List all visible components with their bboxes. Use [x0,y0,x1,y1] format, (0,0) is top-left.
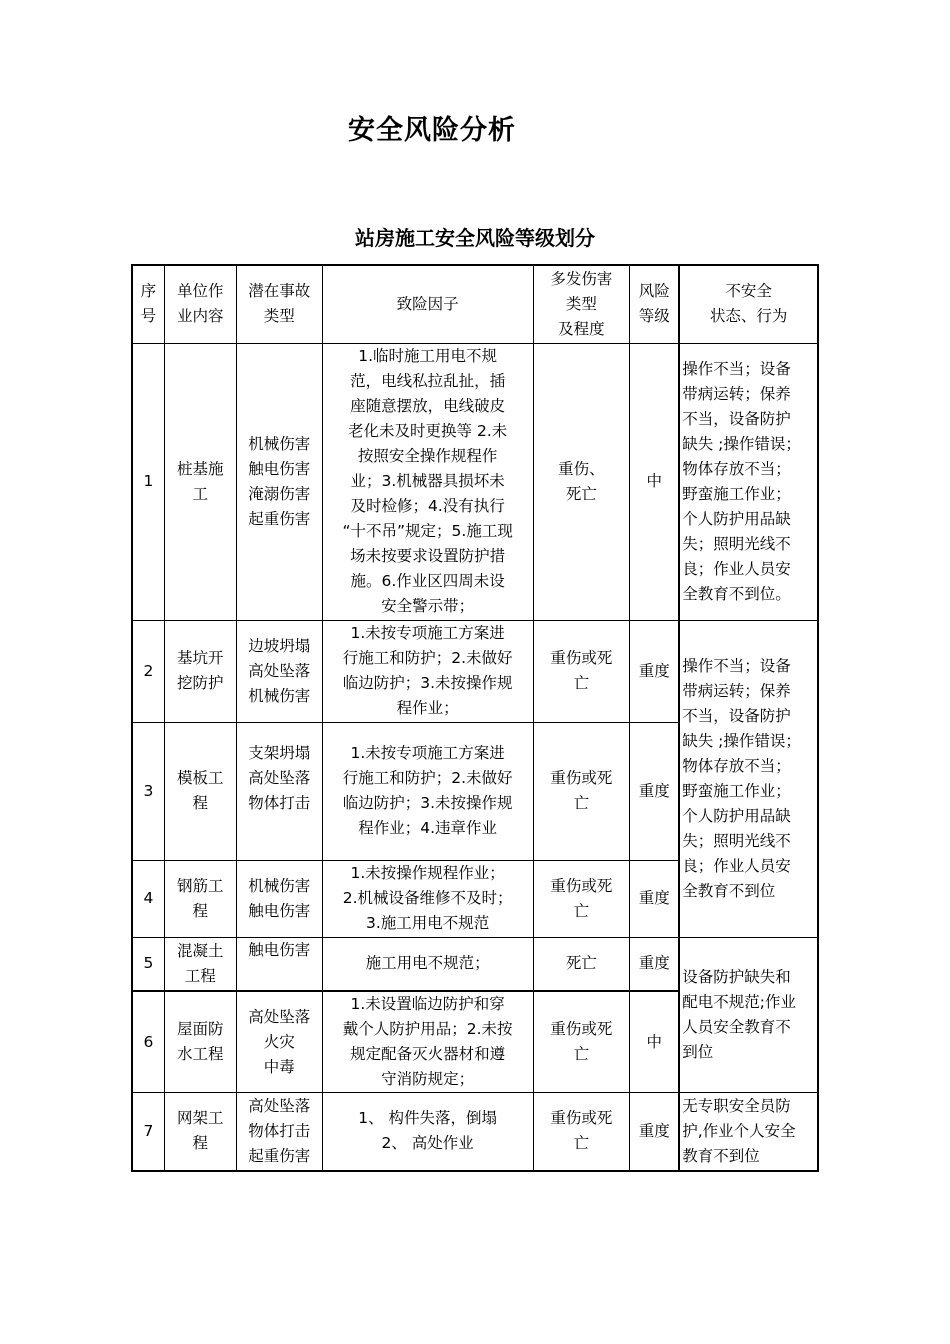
cell-line: 亡 [573,901,590,920]
cell-line: 不安全 [725,282,772,301]
cell-line: 支架坍塌 [248,743,311,762]
cell-line: 边坡坍塌 [248,636,311,655]
cell-line: 不当，设备防护 [682,409,791,428]
cell-line: 工程 [184,966,216,985]
cell-line: 触电伤害 [248,940,311,959]
cell-line: 起重伤害 [248,509,311,528]
cell-line: 亡 [573,674,590,692]
unsafe-cell [679,937,818,1093]
header-cause: 致险因子 [322,265,533,343]
cell-line: 淹溺伤害 [248,484,311,503]
cell-line: “十不吊”规定；5.施工现 [342,522,513,540]
cell-line: 良；作业人员安 [682,856,791,875]
cell-line: 规定配备灭火器材和遵 [350,1045,506,1063]
accident-cell [236,722,322,860]
cell-line: 施工用电不规范； [365,954,490,973]
seq-cell: 4 [132,860,164,937]
cell-line: 类型 [565,294,597,313]
cell-line: 亡 [573,1134,590,1153]
header-unsafe [679,265,818,343]
unsafe-cell [679,1093,818,1171]
cell-line: 失；照明光线不 [682,831,791,850]
cell-line: 亡 [573,1045,590,1063]
cause-cell [322,1093,533,1171]
cell-line: 水工程 [177,1045,224,1063]
cell-line: 机械伤害 [248,686,311,705]
cell-line: 状态、行为 [709,307,788,326]
cell-line: 桩基施 [177,459,224,478]
cell-line: 混凝土 [177,941,224,960]
cell-line: 人员安全教育不 [682,1017,791,1036]
cell-line: 不当，设备防护 [682,706,791,725]
risk-table [131,264,819,1172]
seq-cell: 2 [132,620,164,722]
level-cell: 重度 [630,620,679,722]
unit-cell [164,860,236,937]
level-cell: 中 [630,991,679,1093]
cell-line: 教育不到位 [682,1146,760,1165]
table-row [132,343,818,620]
accident-cell [236,343,322,620]
cell-line: 1.未设置临边防护和穿 [350,995,505,1013]
cell-line: 触电伤害 [248,459,311,478]
cell-line: 等级 [638,307,670,326]
cell-line: 高处坠落 [248,1096,311,1115]
cell-line: 程作业；4.违章作业 [358,819,498,837]
level-cell: 重度 [630,937,679,991]
cell-line: 火灾 [263,1032,295,1051]
cell-line: 戴个人防护用品；2.未按 [342,1020,513,1038]
cell-line: 程作业； [396,699,459,717]
cell-line: 安全警示带； [381,597,475,615]
cell-line: 挖防护 [177,674,224,692]
cause-cell [322,991,533,1093]
cell-line: 重伤或死 [550,1109,613,1128]
unsafe-cell [679,343,818,620]
header-unit [164,265,236,343]
seq-cell: 3 [132,722,164,860]
table-row [132,620,818,722]
cell-line: 机械伤害 [248,434,311,453]
cell-line: 个人防护用品缺 [682,509,791,528]
cell-line: 物体打击 [248,1121,311,1140]
unit-cell [164,620,236,722]
cell-line: 全教育不到位。 [682,584,791,603]
seq-cell: 5 [132,937,164,991]
harm-cell [533,620,630,722]
unit-cell [164,991,236,1093]
cell-line: 操作不当；设备 [682,656,791,675]
unit-cell [164,1093,236,1171]
cell-line: 死亡 [565,954,597,973]
cell-line: 配电不规范;作业 [682,992,796,1011]
cell-line: 施。6.作业区四周未设 [350,572,505,590]
cell-line: 起重伤害 [248,1146,311,1165]
cell-line: 程 [192,901,209,920]
cell-line: 设备防护缺失和 [682,967,791,986]
cell-line: 良；作业人员安 [682,559,791,578]
header-level [630,265,679,343]
harm-cell [533,1093,630,1171]
cell-line: 及程度 [558,319,605,338]
table-row [132,937,818,991]
accident-cell [236,937,322,991]
level-cell: 重度 [630,722,679,860]
cell-line: 行施工和防护；2.未做好 [342,769,513,787]
cell-line: 1.未按操作规程作业； [350,864,505,882]
cell-line: 重伤或死 [550,649,613,667]
cell-line: 程 [192,1134,209,1153]
harm-cell [533,343,630,620]
cell-line: 2.机械设备维修不及时； [342,889,513,907]
cause-cell [322,722,533,860]
cell-line: 多发伤害 [550,269,613,288]
cell-line: 工 [192,484,209,503]
harm-cell [533,937,630,991]
cell-line: 屋面防 [177,1020,224,1038]
cell-line: 野蛮施工作业； [682,781,791,800]
accident-cell [236,860,322,937]
header-row [132,265,818,343]
cell-line: 中毒 [263,1057,295,1076]
cell-line: 1.未按专项施工方案进 [350,624,505,642]
cause-cell [322,620,533,722]
cell-line: 亡 [573,794,590,812]
header-seq [132,265,164,343]
cell-line: 物体打击 [248,793,311,812]
cell-line: 业内容 [177,307,224,326]
cell-line: 到位 [682,1042,714,1061]
table-row [132,1093,818,1171]
harm-cell [533,991,630,1093]
cell-line: 失；照明光线不 [682,534,791,553]
cell-line: 操作不当；设备 [682,359,791,378]
cell-line: 重伤或死 [550,876,613,895]
cell-line: 物体存放不当； [682,756,791,775]
cell-line: 缺失 ;操作错误； [682,434,801,453]
cell-line: 临边防护；3.未按操作规 [342,674,513,692]
cell-line: 重伤、 [558,459,605,478]
cell-line: 类型 [263,307,295,326]
cell-line: 行施工和防护；2.未做好 [342,649,513,667]
accident-cell [236,991,322,1093]
cell-line: 临边防护；3.未按操作规 [342,794,513,812]
cell-line: 2、 高处作业 [381,1134,474,1153]
seq-cell: 1 [132,343,164,620]
level-cell: 重度 [630,1093,679,1171]
cell-line: 3.施工用电不规范 [366,914,490,932]
cell-line: 风险 [638,282,670,301]
page-title: 安全风险分析 [348,115,516,146]
cell-line: 程 [192,794,209,812]
cell-line: 带病运转；保养 [682,681,791,700]
cell-line: 序 [140,282,157,301]
cause-cell [322,860,533,937]
cell-line: 1.临时施工用电不规 [358,347,498,365]
level-cell: 重度 [630,860,679,937]
seq-cell: 6 [132,991,164,1093]
cell-line: 按照安全操作规程作 [357,447,498,465]
harm-cell [533,860,630,937]
cell-line: 重伤或死 [550,769,613,787]
cell-line: 野蛮施工作业； [682,484,791,503]
header-accident [236,265,322,343]
cell-line: 物体存放不当； [682,459,791,478]
cell-line: 及时检修；4.没有执行 [350,497,505,515]
cell-line: 触电伤害 [248,901,311,920]
cell-line: 网架工 [177,1109,224,1128]
cell-line: 重伤或死 [550,1020,613,1038]
cell-line: 钢筋工 [177,876,224,895]
cell-line: 座随意摆放，电线破皮 [350,397,506,415]
unit-cell [164,722,236,860]
cell-line: 基坑开 [177,649,224,667]
cell-line: 无专职安全员防 [682,1096,791,1115]
unit-cell [164,937,236,991]
table-title: 站房施工安全风险等级划分 [355,226,595,250]
cell-line: 老化未及时更换等 2.未 [348,422,508,440]
accident-cell [236,620,322,722]
cell-line: 范，电线私拉乱扯，插 [350,372,506,390]
cell-line: 带病运转；保养 [682,384,791,403]
cell-line: 机械伤害 [248,876,311,895]
cell-line: 单位作 [177,282,224,301]
cell-line: 个人防护用品缺 [682,806,791,825]
cell-line: 高处坠落 [248,1007,311,1026]
cell-line: 1、 构件失落，倒塌 [358,1109,498,1128]
level-cell: 中 [630,343,679,620]
cell-line: 死亡 [565,484,597,503]
cell-line: 缺失 ;操作错误； [682,731,801,750]
cell-line: 场未按要求设置防护措 [350,547,506,565]
cell-line: 1.未按专项施工方案进 [350,744,505,762]
cell-line: 护,作业个人安全 [682,1121,796,1140]
harm-cell [533,722,630,860]
cell-line: 模板工 [177,769,224,787]
cell-line: 高处坠落 [248,661,311,680]
cell-line: 守消防规定； [381,1070,475,1088]
cause-cell [322,937,533,991]
cell-line: 号 [140,307,157,326]
header-harm [533,265,630,343]
cause-cell [322,343,533,620]
cell-line: 潜在事故 [248,282,311,301]
unsafe-cell [679,620,818,937]
accident-cell [236,1093,322,1171]
cell-line: 全教育不到位 [682,881,776,900]
cell-line: 业；3.机械器具损坏未 [350,472,505,490]
unit-cell [164,343,236,620]
cell-line: 高处坠落 [248,768,311,787]
seq-cell: 7 [132,1093,164,1171]
